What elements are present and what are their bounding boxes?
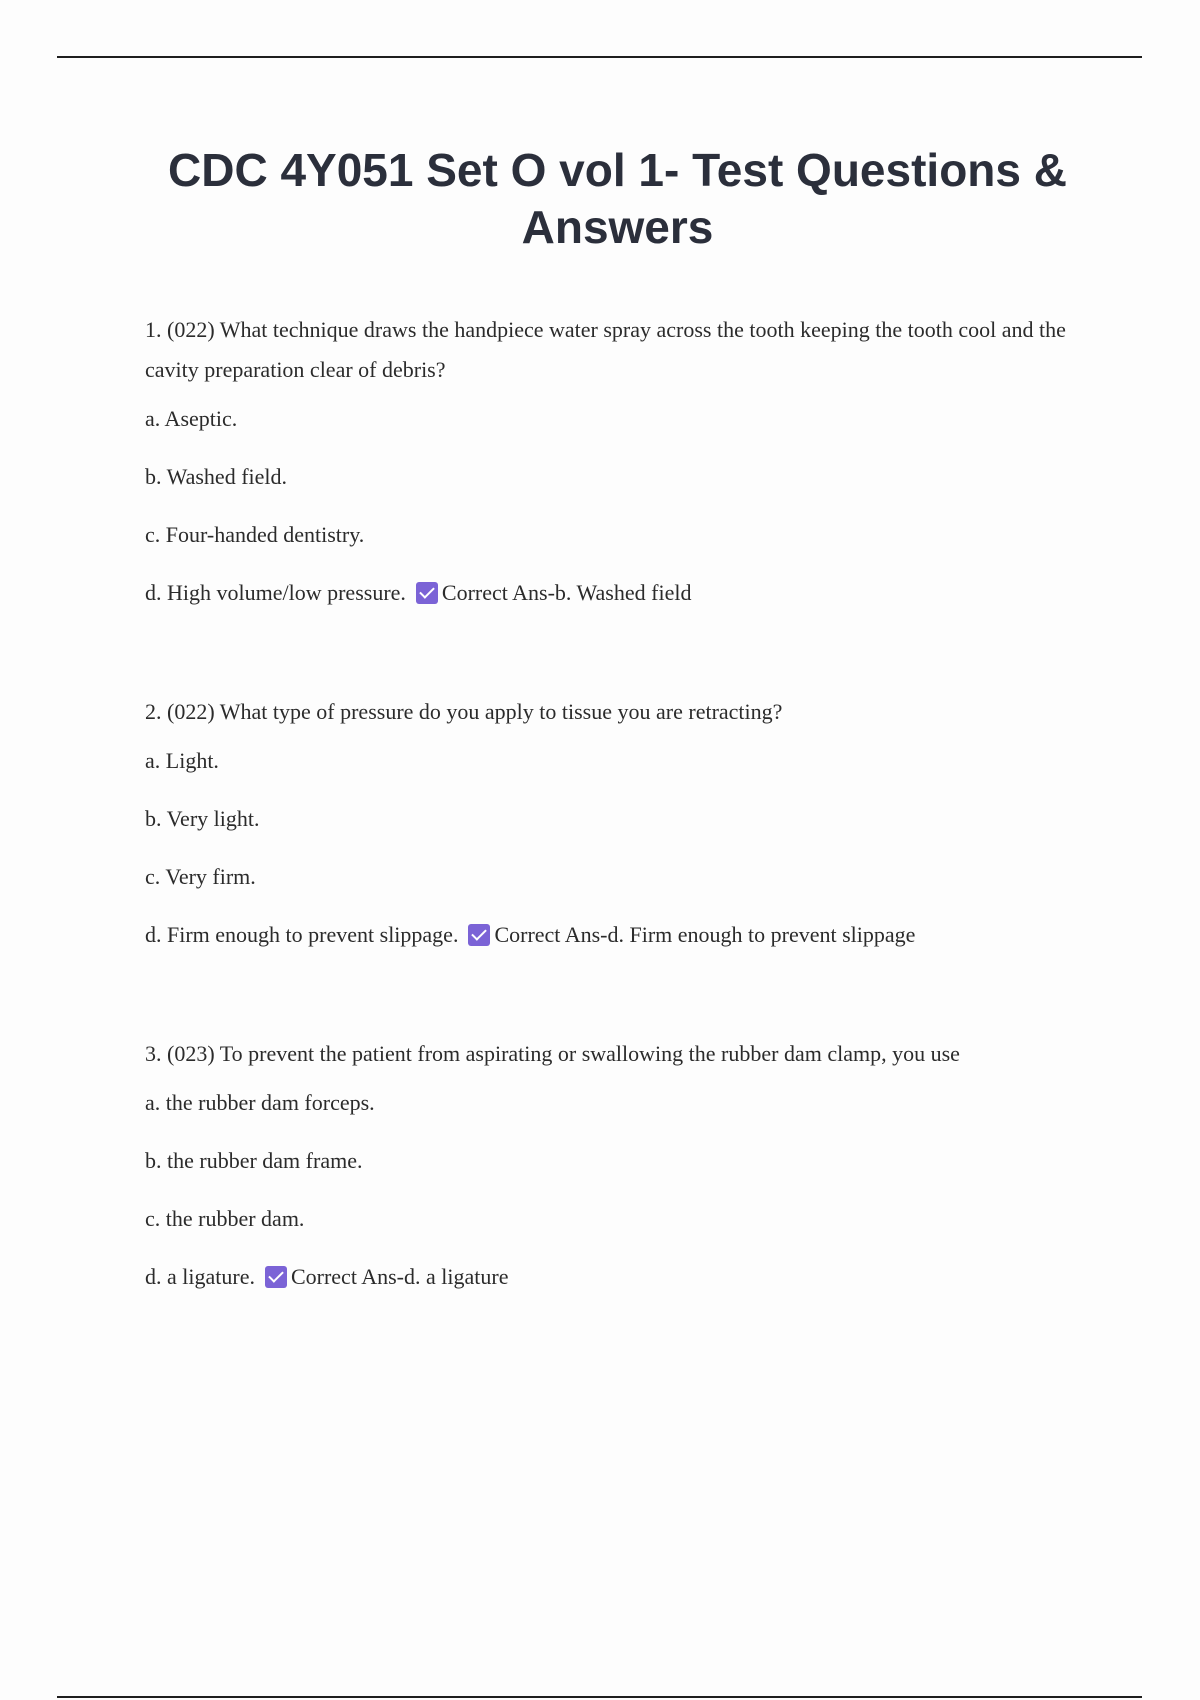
option-a: a. Aseptic. [145,406,238,431]
option-b: b. Washed field. [145,464,288,489]
option-a: a. the rubber dam forceps. [145,1090,375,1115]
option-c: c. Four-handed dentistry. [145,522,365,547]
question-3 [145,1034,1095,1290]
option-d-label: d. High volume/low pressure. [145,580,406,605]
option-c: c. Very firm. [145,864,256,889]
checkbox-checked-icon [265,1266,287,1288]
option-d [145,922,1095,948]
question-2 [145,692,1095,948]
option-b: b. the rubber dam frame. [145,1148,363,1173]
option-d [145,580,1095,606]
question-text: 3. (023) To prevent the patient from aspirating or swallowing the rubber dam clamp, you use [145,1041,960,1066]
question-text: 1. (022) What technique draws the handpiece water spray across the tooth keeping the tooth cool and the cavity preparation clear of debris? [145,317,1066,382]
bottom-divider [57,1696,1142,1698]
document-title: CDC 4Y051 Set O vol 1- Test Questions & Answers [168,144,1067,253]
option-b: b. Very light. [145,806,260,831]
option-c: c. the rubber dam. [145,1206,305,1231]
checkbox-checked-icon [468,924,490,946]
question-text: 2. (022) What type of pressure do you apply to tissue you are retracting? [145,699,783,724]
correct-answer: Correct Ans-d. a ligature [290,1264,509,1289]
question-list [145,310,1095,1376]
correct-answer: Correct Ans-b. Washed field [441,580,692,605]
correct-answer: Correct Ans-d. Firm enough to prevent slippage [494,922,916,947]
option-d-label: d. Firm enough to prevent slippage. [145,922,459,947]
checkbox-checked-icon [416,582,438,604]
question-1 [145,310,1095,606]
top-divider [57,56,1142,58]
option-d-label: d. a ligature. [145,1264,255,1289]
option-a: a. Light. [145,748,219,773]
option-d [145,1264,1095,1290]
